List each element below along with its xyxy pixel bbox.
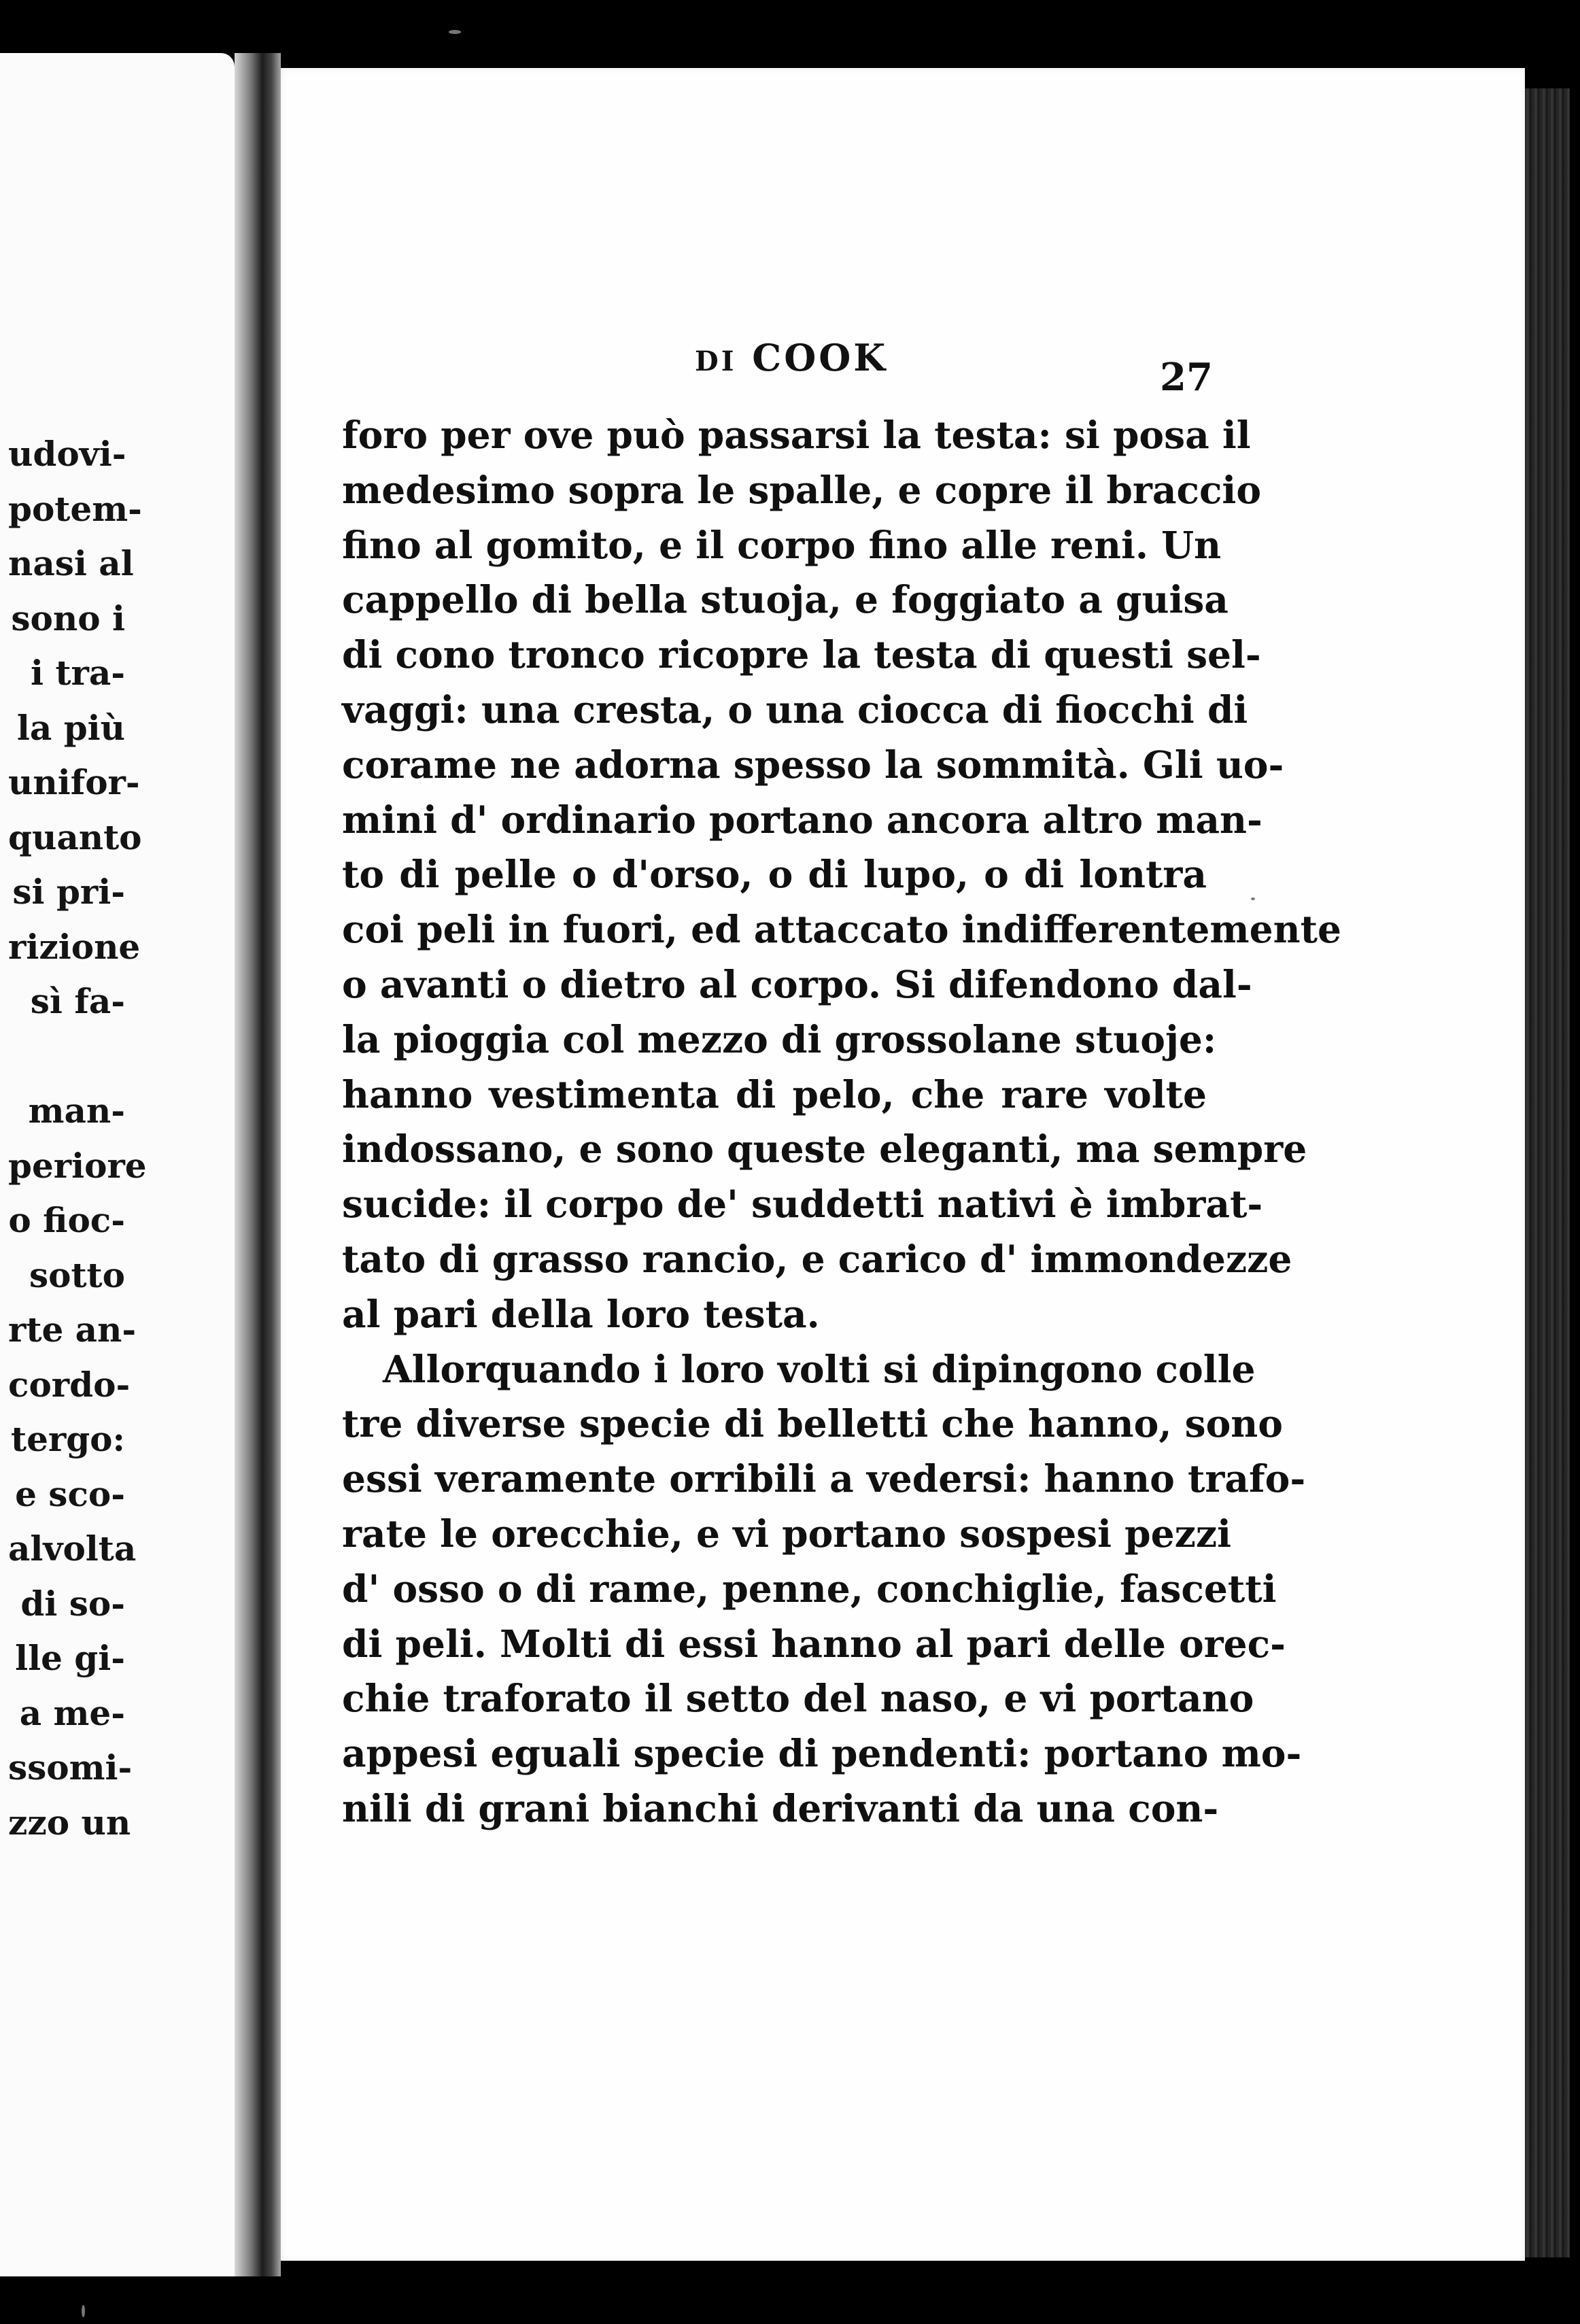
text-line: cappello di bella stuoja, e foggiato a guisa [342, 577, 1229, 622]
text-line: corame ne adorna spesso la sommità. Gli uo- [342, 742, 1284, 787]
text-line: hanno vestimenta di pelo, che rare volte [342, 1072, 1207, 1116]
page-edge [1525, 88, 1570, 2257]
facing-text-fragment: man- [28, 1091, 125, 1131]
facing-text-fragment: i tra- [31, 653, 125, 693]
body-text [342, 408, 1341, 1836]
text-line: mini d' ordinario portano ancora altro man- [342, 797, 1263, 842]
text-line: essi veramente orribili a vedersi: hanno trafo- [342, 1456, 1306, 1501]
facing-text-fragment: unifor- [8, 762, 140, 802]
scan-speck [82, 2305, 85, 2317]
facing-text-fragment: rte an- [8, 1310, 137, 1350]
facing-text-fragment: di so- [20, 1583, 125, 1624]
text-line: di peli. Molti di essi hanno al pari delle orec- [342, 1621, 1286, 1666]
facing-text-fragment [8, 1029, 125, 1084]
facing-text-fragment: potem- [8, 488, 142, 529]
facing-text-fragment: sì fa- [30, 981, 125, 1021]
facing-text-fragment: periore [8, 1145, 147, 1186]
running-head [695, 336, 888, 379]
page-number: 27 [1160, 355, 1213, 400]
scan-speck [449, 30, 461, 34]
facing-text-fragment: nasi al [8, 543, 134, 583]
text-line: tre diverse specie di belletti che hanno, sono [342, 1401, 1283, 1446]
facing-text-fragment: si pri- [12, 872, 125, 912]
text-line: o avanti o dietro al corpo. Si difendono dal- [342, 961, 1252, 1006]
text-line: sucide: il corpo de' suddetti nativi è imbrat- [342, 1182, 1263, 1227]
facing-text-fragment: ssomi- [8, 1747, 133, 1788]
scan-speck [1251, 898, 1255, 900]
text-line: al pari della loro testa. [342, 1291, 820, 1336]
running-head-prefix: DI [695, 345, 737, 377]
facing-text-fragment: quanto [8, 817, 142, 857]
facing-text-fragment: sotto [29, 1254, 125, 1295]
facing-text-fragment: la più [16, 707, 125, 748]
text-line: foro per ove può passarsi la testa: si posa il [342, 413, 1251, 457]
text-line: la pioggia col mezzo di grossolane stuoje: [342, 1016, 1217, 1061]
facing-text-fragment: e sco- [15, 1473, 125, 1514]
facing-text-fragment: cordo- [8, 1364, 131, 1405]
text-line: vaggi: una cresta, o una ciocca di fiocchi di [342, 687, 1248, 732]
text-line: d' osso o di rame, penne, conchiglie, fascetti [342, 1566, 1277, 1611]
facing-text-fragment: rizione [8, 926, 141, 967]
text-line: to di pelle o d'orso, o di lupo, o di lontra [342, 852, 1207, 897]
text-line: medesimo sopra le spalle, e copre il braccio [342, 467, 1262, 512]
text-line: rate le orecchie, e vi portano sospesi pezzi [342, 1511, 1231, 1556]
text-line: di cono tronco ricopre la testa di questi sel- [342, 632, 1261, 677]
facing-text-fragment: o fioc- [8, 1200, 125, 1240]
facing-page [0, 53, 235, 2276]
facing-text-fragment: lle gi- [15, 1638, 125, 1678]
running-head-title: COOK [752, 336, 889, 379]
text-line: appesi eguali specie di pendenti: portano mo- [342, 1731, 1302, 1776]
book-gutter [235, 53, 281, 2276]
text-line: Allorquando i loro volti si dipingono colle [383, 1346, 1256, 1391]
facing-text-fragment: a me- [19, 1692, 125, 1733]
facing-page-text [8, 427, 147, 1850]
text-line: chie traforato il setto del naso, e vi portano [342, 1676, 1254, 1721]
text-line: indossano, e sono queste eleganti, ma sempre [342, 1127, 1307, 1172]
text-line: tato di grasso rancio, e carico d' immondezze [342, 1236, 1292, 1281]
text-line: coi peli in fuori, ed attaccato indifferentemente [342, 907, 1341, 952]
text-line: nili di grani bianchi derivanti da una con- [342, 1785, 1219, 1830]
facing-text-fragment: sono i [11, 598, 125, 638]
facing-text-fragment: udovi- [8, 434, 126, 474]
facing-text-fragment: zzo un [8, 1802, 131, 1843]
text-line: fino al gomito, e il corpo fino alle reni. Un [342, 522, 1222, 567]
facing-text-fragment: tergo: [10, 1419, 125, 1459]
facing-text-fragment: alvolta [8, 1528, 137, 1569]
